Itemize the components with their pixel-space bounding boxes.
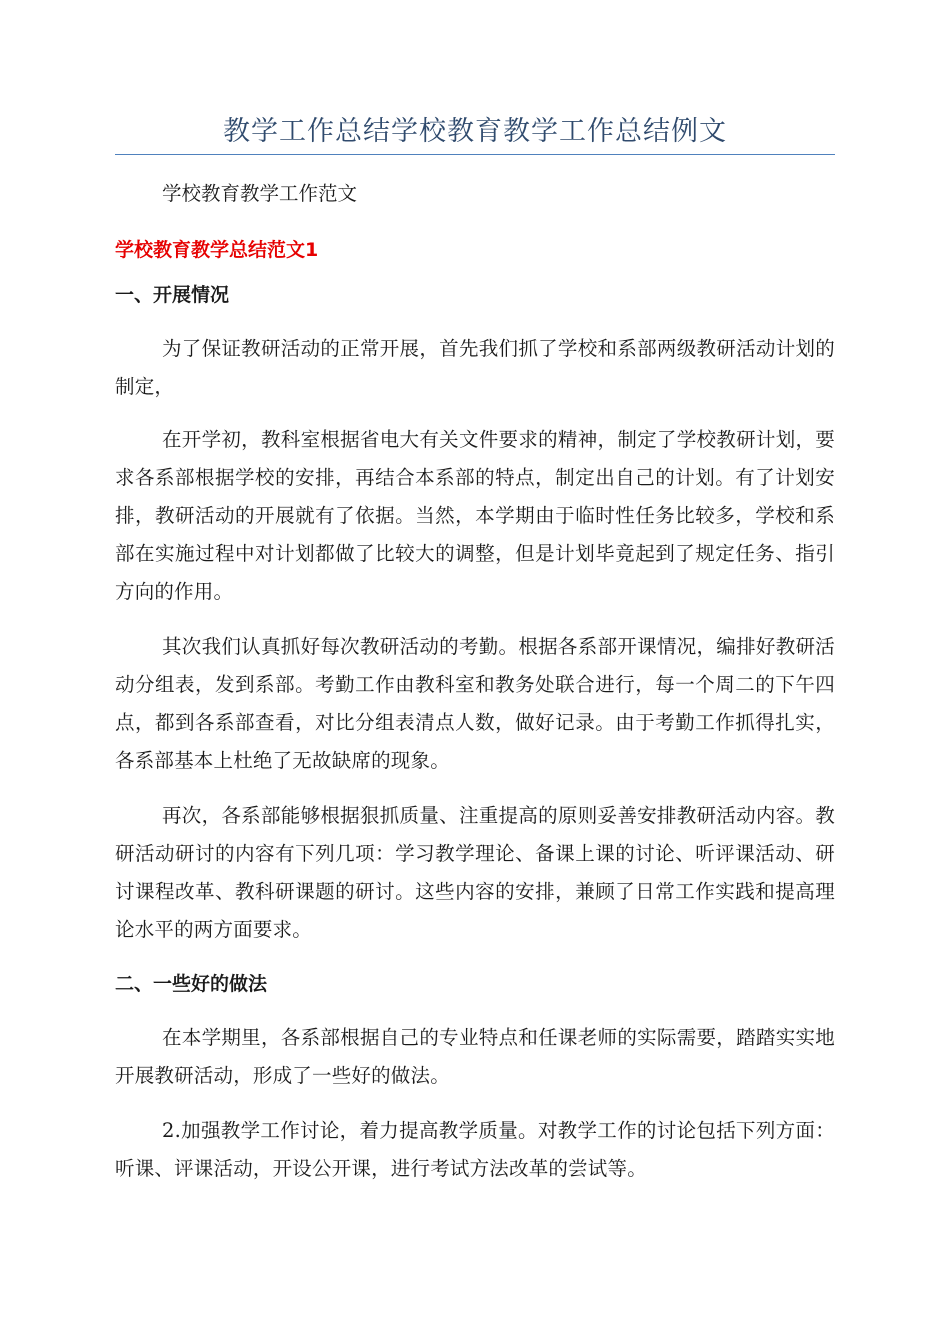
paragraph-3: 其次我们认真抓好每次教研活动的考勤。根据各系部开课情况，编排好教研活动分组表，发到系部。考勤工作由教科室和教务处联合进行，每一个周二的下午四点，都到各系部查看，对比分组表清点人数，做好记录。由于考勤工作抓得扎实，各系部基本上杜绝了无故缺席的现象。 xyxy=(115,635,835,772)
paragraph-4: 再次，各系部能够根据狠抓质量、注重提高的原则妥善安排教研活动内容。教研活动研讨的内容有下列几项：学习教学理论、备课上课的讨论、听评课活动、研讨课程改革、教科研课题的研讨。这些内容的安排，兼顾了日常工作实践和提高理论水平的两方面要求。 xyxy=(115,804,835,941)
section-title: 学校教育教学总结范文1 xyxy=(115,239,319,261)
heading-hao-de-zuofa: 二、一些好的做法 xyxy=(115,973,268,995)
heading-kaizhan-qingkuang: 一、开展情况 xyxy=(115,284,230,306)
paragraph-2: 在开学初，教科室根据省电大有关文件要求的精神，制定了学校教研计划，要求各系部根据学校的安排，再结合本系部的特点，制定出自己的计划。有了计划安排，教研活动的开展就有了依据。当然，本学期由于临时性任务比较多，学校和系部在实施过程中对计划都做了比较大的调整，但是计划毕竟起到了规定任务、指引方向的作用。 xyxy=(115,428,835,603)
document-title: 教学工作总结学校教育教学工作总结例文 xyxy=(223,116,727,147)
title-underline xyxy=(115,154,835,155)
paragraph-1: 为了保证教研活动的正常开展，首先我们抓了学校和系部两级教研活动计划的制定， xyxy=(115,337,835,398)
document-subtitle: 学校教育教学工作范文 xyxy=(162,182,358,205)
paragraph-6: 2.加强教学工作讨论，着力提高教学质量。对教学工作的讨论包括下列方面：听课、评课活动，开设公开课，进行考试方法改革的尝试等。 xyxy=(115,1119,835,1180)
paragraph-5: 在本学期里，各系部根据自己的专业特点和任课老师的实际需要，踏踏实实地开展教研活动，形成了一些好的做法。 xyxy=(115,1026,835,1087)
